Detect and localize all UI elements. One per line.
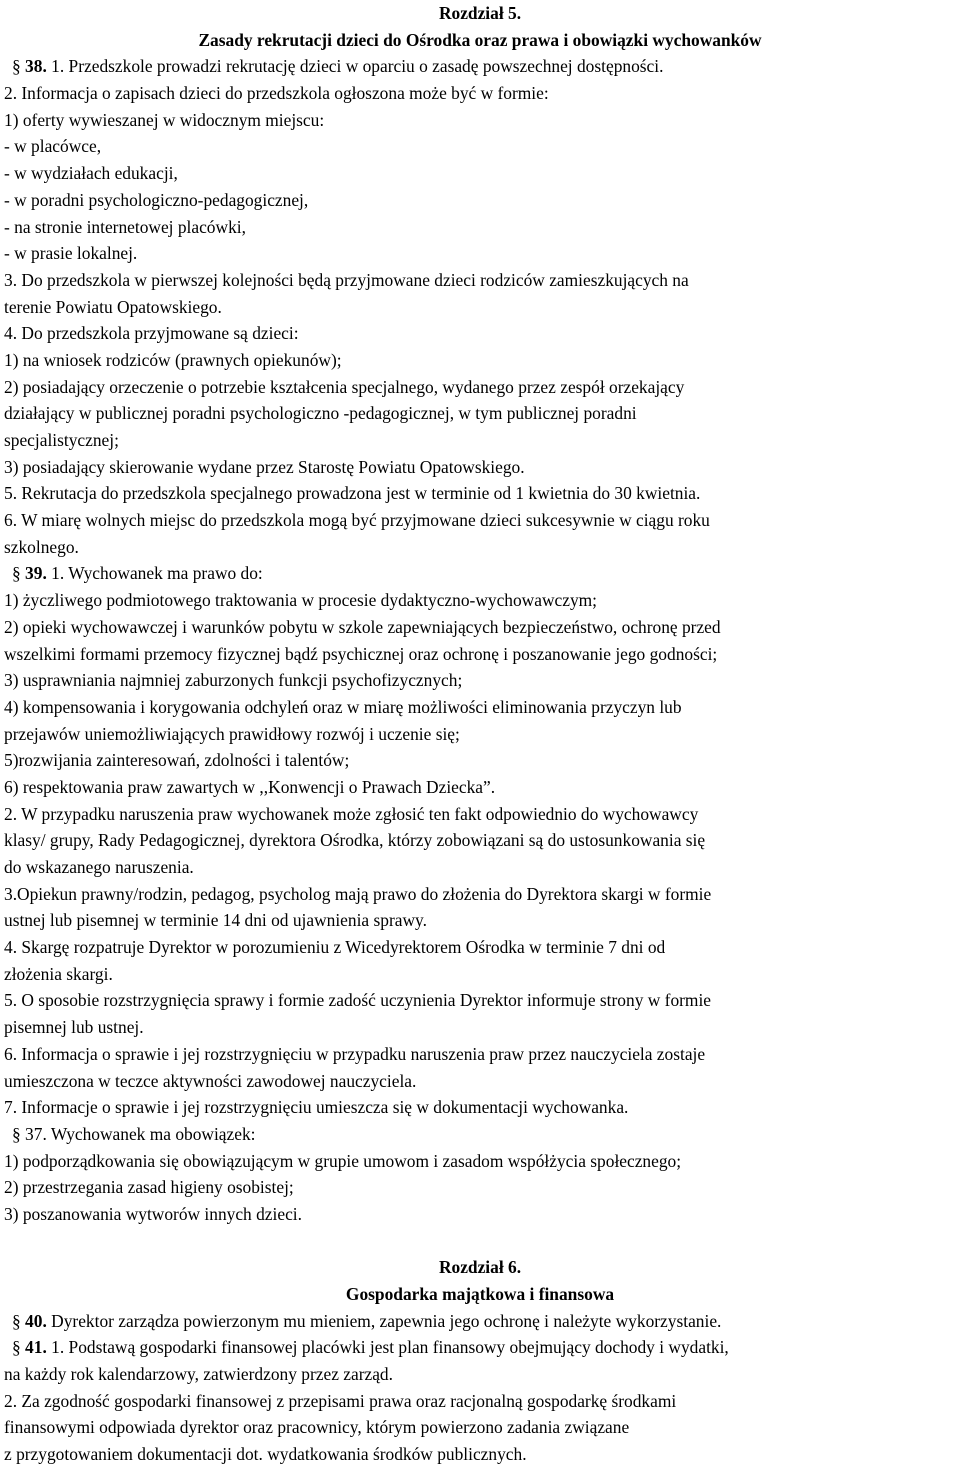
text-line: finansowymi odpowiada dyrektor oraz pracownicy, którym powierzono zadania związane <box>4 1417 630 1438</box>
text-line: 6. W miarę wolnych miejsc do przedszkola mogą być przyjmowane dzieci sukcesywnie w ciągu roku <box>4 510 710 531</box>
text-line: 3) poszanowania wytworów innych dzieci. <box>4 1203 302 1224</box>
text-line: - w wydziałach edukacji, <box>4 163 178 184</box>
text-line: 5. Rekrutacja do przedszkola specjalnego prowadzona jest w terminie od 1 kwietnia do 30 kwietnia. <box>4 483 701 504</box>
text-line: 1) oferty wywieszanej w widocznym miejscu: <box>4 109 325 130</box>
text-line: - w placówce, <box>4 136 102 157</box>
text-line: ustnej lub pisemnej w terminie 14 dni od ujawnienia sprawy. <box>4 910 427 931</box>
text-line: 3) usprawniania najmniej zaburzonych funkcji psychofizycznych; <box>4 670 463 691</box>
text-line: klasy/ grupy, Rady Pedagogicznej, dyrektora Ośrodka, którzy zobowiązani są do ustosunkowania się <box>4 830 706 851</box>
paragraph-39-text: 1. Wychowanek ma prawo do: <box>51 563 263 584</box>
paragraph-40-text: Dyrektor zarządza powierzonym mu mieniem, zapewnia jego ochronę i należyte wykorzystanie. <box>51 1310 722 1331</box>
paragraph-40-number: 40. <box>25 1310 47 1331</box>
text-line: 2. Informacja o zapisach dzieci do przedszkola ogłoszona może być w formie: <box>4 83 549 104</box>
text-line: - na stronie internetowej placówki, <box>4 216 246 237</box>
text-line: złożenia skargi. <box>4 963 113 984</box>
text-line: działający w publicznej poradni psychologiczno -pedagogicznej, w tym publicznej poradni <box>4 403 637 424</box>
text-line: 4. Skargę rozpatruje Dyrektor w porozumieniu z Wicedyrektorem Ośrodka w terminie 7 dni od <box>4 937 666 958</box>
paragraph-39-number: 39. <box>25 563 47 584</box>
text-line: szkolnego. <box>4 536 79 557</box>
text-line: 2. W przypadku naruszenia praw wychowanek może zgłosić ten fakt odpowiednio do wychowawcy <box>4 803 699 824</box>
text-line: 4. Do przedszkola przyjmowane są dzieci: <box>4 323 299 344</box>
paragraph-38-line: § 38. 1. Przedszkole prowadzi rekrutację dzieci w oparciu o zasadę powszechnej dostępności. <box>12 56 664 77</box>
text-line: 3.Opiekun prawny/rodzin, pedagog, psycholog mają prawo do złożenia do Dyrektora skargi w formie <box>4 883 712 904</box>
text-line: 1) podporządkowania się obowiązującym w grupie umowom i zasadom współżycia społecznego; <box>4 1150 682 1171</box>
text-line: 5. O sposobie rozstrzygnięcia sprawy i formie zadość uczynienia Dyrektor informuje strony w formie <box>4 990 712 1011</box>
paragraph-37-text: 37. Wychowanek ma obowiązek: <box>25 1123 256 1144</box>
chapter-5-title: Zasady rekrutacji dzieci do Ośrodka oraz prawa i obowiązki wychowanków <box>198 29 762 50</box>
text-line: 4) kompensowania i korygowania odchyleń oraz w miarę możliwości eliminowania przyczyn lub <box>4 696 682 717</box>
text-line: na każdy rok kalendarzowy, zatwierdzony przez zarząd. <box>4 1364 393 1385</box>
chapter-6-heading: Rozdział 6. <box>438 1257 522 1278</box>
chapter-5-heading: Rozdział 5. <box>438 3 522 23</box>
text-line: 6. Informacja o sprawie i jej rozstrzygnięciu w przypadku naruszenia praw przez nauczyciela zostaje <box>4 1043 706 1064</box>
text-line: 1) na wniosek rodziców (prawnych opiekunów); <box>4 349 342 370</box>
paragraph-38-number: 38. <box>25 56 47 77</box>
chapter-6-title: Gospodarka majątkowa i finansowa <box>345 1284 615 1304</box>
text-line: terenie Powiatu Opatowskiego. <box>4 296 222 317</box>
paragraph-37-line: § 37. Wychowanek ma obowiązek: <box>12 1123 256 1144</box>
text-line: 7. Informacje o sprawie i jej rozstrzygnięciu umieszcza się w dokumentacji wychowanka. <box>4 1097 629 1118</box>
text-line: 2) opieki wychowawczej i warunków pobytu w szkole zapewniających bezpieczeństwo, ochronę przed <box>4 616 721 637</box>
text-line: 2) posiadający orzeczenie o potrzebie kształcenia specjalnego, wydanego przez zespół orzekający <box>4 376 685 397</box>
text-line: 5)rozwijania zainteresowań, zdolności i talentów; <box>4 750 350 771</box>
section-gap <box>4 1228 956 1255</box>
text-line: 2) przestrzegania zasad higieny osobistej; <box>4 1177 294 1198</box>
text-line: 3) posiadający skierowanie wydane przez Starostę Powiatu Opatowskiego. <box>4 456 525 477</box>
paragraph-41-line: § 41. 1. Podstawą gospodarki finansowej placówki jest plan finansowy obejmujący dochody i wydatki, <box>12 1337 729 1358</box>
text-line: wszelkimi formami przemocy fizycznej bądź psychicznej oraz ochronę i poszanowanie jego godności; <box>4 643 718 664</box>
text-line: do wskazanego naruszenia. <box>4 857 194 877</box>
paragraph-38-text: 1. Przedszkole prowadzi rekrutację dzieci w oparciu o zasadę powszechnej dostępności. <box>51 56 664 77</box>
text-line: - w prasie lokalnej. <box>4 243 138 264</box>
paragraph-39-line: § 39. 1. Wychowanek ma prawo do: <box>12 563 263 584</box>
text-line: umieszczona w teczce aktywności zawodowej nauczyciela. <box>4 1070 417 1091</box>
text-line: 6) respektowania praw zawartych w ,,Konwencji o Prawach Dziecka”. <box>4 776 496 797</box>
paragraph-41-text: 1. Podstawą gospodarki finansowej placówki jest plan finansowy obejmujący dochody i wydatki, <box>51 1337 729 1358</box>
paragraph-41-number: 41. <box>25 1337 47 1358</box>
text-line: - w poradni psychologiczno-pedagogicznej, <box>4 189 309 210</box>
text-line: 3. Do przedszkola w pierwszej kolejności będą przyjmowane dzieci rodziców zamieszkujących na <box>4 269 689 290</box>
text-line: 1) życzliwego podmiotowego traktowania w procesie dydaktyczno-wychowawczym; <box>4 590 598 611</box>
text-line: specjalistycznej; <box>4 430 119 450</box>
text-line: z przygotowaniem dokumentacji dot. wydatkowania środków publicznych. <box>4 1444 527 1465</box>
text-line: przejawów uniemożliwiających prawidłowy rozwój i uczenie się; <box>4 723 460 744</box>
paragraph-40-line: § 40. Dyrektor zarządza powierzonym mu mieniem, zapewnia jego ochronę i należyte wykorzystanie. <box>12 1310 722 1331</box>
text-line: 2. Za zgodność gospodarki finansowej z przepisami prawa oraz racjonalną gospodarkę środkami <box>4 1390 677 1411</box>
text-line: pisemnej lub ustnej. <box>4 1017 144 1038</box>
